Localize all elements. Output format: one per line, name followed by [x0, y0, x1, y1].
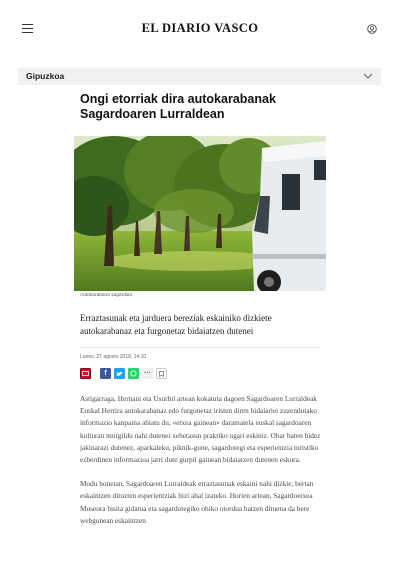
publish-date: Lunes, 27 agosto 2018, 14:10	[80, 354, 147, 360]
whatsapp-icon[interactable]	[128, 368, 139, 379]
article-paragraph: Astigarraga, Hernani eta Usurbil artean kokatuta dagoen Sagardoaren Lurraldeak Euskal Herrira autokarabanaz edo furgonetaz iristen diren bidaiariei zuzendutako informazio kanpaina abiatu du, «etxea gainean» daramatela euskal sagardoaren kulturan murgildu nahi dutenei xehetasun praktiko ugari eskiniz. Ohar baten bidez jakinarazi dutenez, aparkaleku, piknik-gune, sagardotegi eta esperientzia turistiko ezberdinen informazioa jarri dute gurpil gainean bidaiatzen dutenen eskura.	[80, 394, 321, 465]
article-paragraph: Modu honetan, Sagardoaren Lurraldeak erraztasunak eskaini nahi dizkie, bertan eskaintzen dituzten esperientziak bizi ahal izateko. Horien artean, Sagardoetxea Museora bisita gidatua eta sagardotegiko ohiko otordua batzen dituena da bere webgunean eskaintzen	[80, 479, 314, 525]
article-body	[80, 393, 324, 539]
section-selector[interactable]	[18, 68, 381, 85]
user-account-icon[interactable]	[367, 24, 377, 34]
section-label: Gipuzkoa	[26, 71, 65, 81]
site-logo[interactable]: EL DIARIO VASCO	[141, 21, 259, 35]
facebook-share-button[interactable]: f	[100, 368, 111, 379]
comment-icon[interactable]	[80, 368, 91, 379]
bookmark-icon[interactable]	[156, 368, 167, 379]
site-header	[0, 0, 400, 56]
more-share-button[interactable]: ···	[144, 370, 151, 377]
article-headline: Ongi etorriak dira autokarabanak Sagardoaren Lurraldean	[80, 92, 276, 121]
share-bar	[80, 368, 167, 379]
photo-caption: Autokarabana sagardian.	[80, 293, 134, 298]
twitter-icon[interactable]	[114, 368, 125, 379]
article-photo	[74, 136, 326, 291]
divider	[80, 347, 320, 348]
chevron-down-icon[interactable]	[363, 72, 373, 80]
article-subheadline: Erraztasunak eta jarduera bereziak eskainiko dizkiete autokarabanaz eta furgonetaz bidaiatzen dutenei	[80, 313, 272, 336]
